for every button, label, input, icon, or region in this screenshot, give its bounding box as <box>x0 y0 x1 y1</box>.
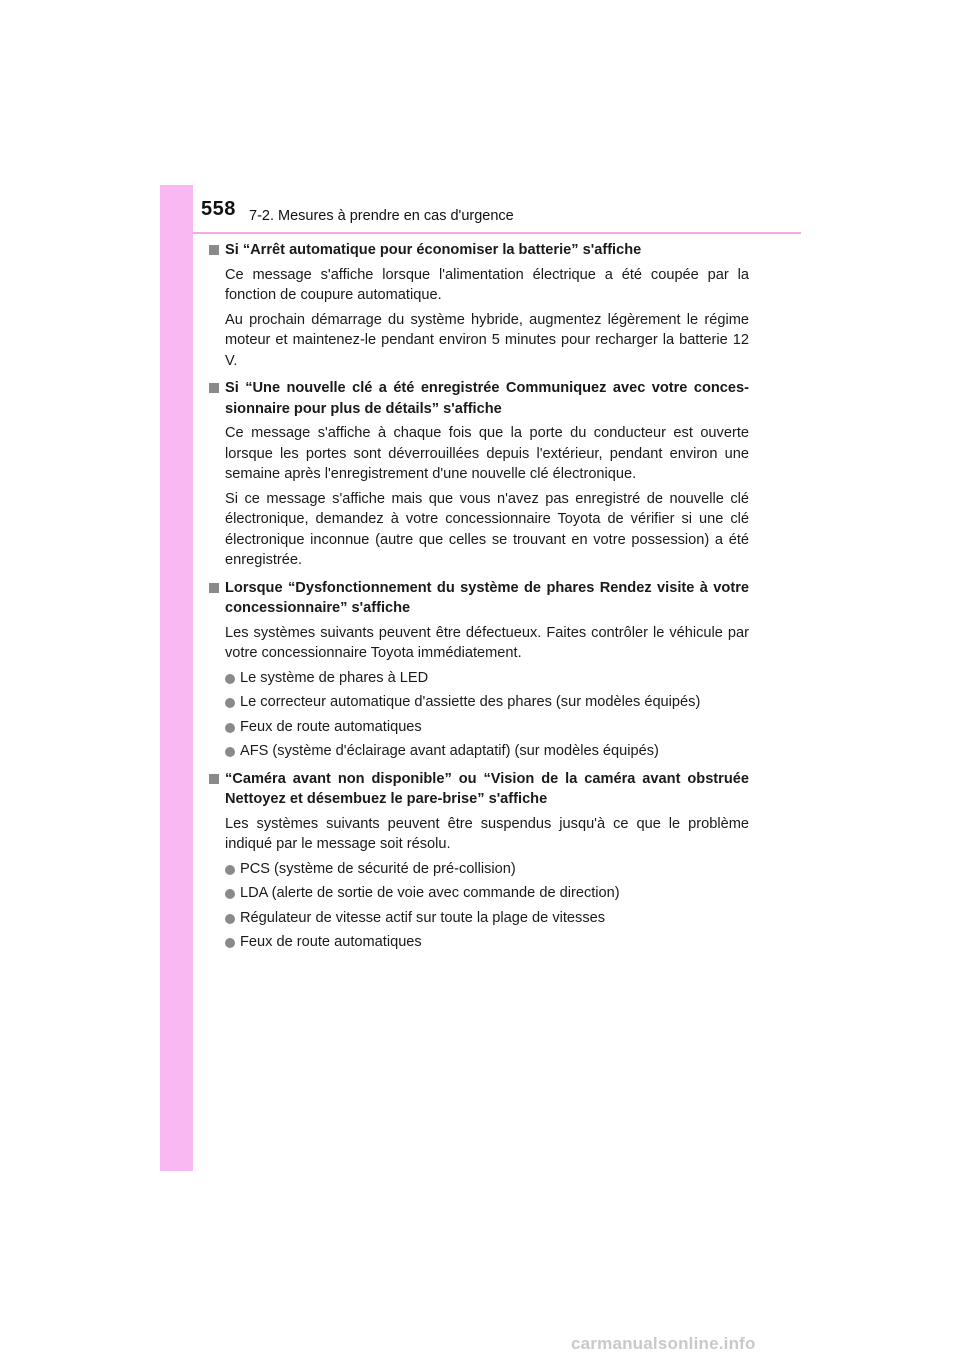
list-item-text: Feux de route automatiques <box>240 718 422 735</box>
page-number: 558 <box>201 198 236 220</box>
paragraph: Ce message s'affiche à chaque fois que la porte du conducteur est ouverte lorsque les portes sont déverrouillées depuis l'extérieur, pendant environ une semaine après l'enregistrement d'une nouvelle clé électronique. <box>225 425 749 482</box>
round-bullet-icon <box>225 747 235 757</box>
paragraph: Ce message s'affiche lorsque l'alimentation électrique a été coupée par la fonction de coupure automatique. <box>225 266 749 303</box>
list-item-text: AFS (système d'éclairage avant adaptatif) (sur modèles équipés) <box>240 743 659 759</box>
list-item-text: Le système de phares à LED <box>240 669 429 686</box>
round-bullet-icon <box>225 698 235 708</box>
list-item <box>209 717 749 738</box>
page-content <box>209 240 749 953</box>
list-item <box>209 908 749 929</box>
chapter-side-band <box>160 185 193 1171</box>
list-item-text: Le correcteur automatique d'assiette des phares (sur modèles équipés) <box>240 694 701 710</box>
round-bullet-icon <box>225 723 235 733</box>
list-item <box>209 883 749 904</box>
square-bullet-icon <box>209 383 219 393</box>
list-item-text: LDA (alerte de sortie de voie avec commande de direction) <box>240 885 620 901</box>
list-item <box>209 741 749 762</box>
heading-text: Lorsque “Dysfonctionnement du système de phares Rendez visite à votre concessionnaire” s'affiche <box>225 579 749 616</box>
square-bullet-icon <box>209 583 219 593</box>
paragraph: Les systèmes suivants peuvent être défectueux. Faites contrôler le véhicule par votre concessionnaire Toyota immédiatement. <box>225 624 749 661</box>
square-bullet-icon <box>209 774 219 784</box>
paragraph: Les systèmes suivants peuvent être suspendus jusqu'à ce que le problème indiqué par le message soit résolu. <box>225 815 749 852</box>
heading-text: Si “Une nouvelle clé a été enregistrée Communiquez avec votre concessionnaire pour plus de détails” s'affiche <box>225 380 749 417</box>
section-heading <box>209 378 749 419</box>
list-item <box>209 859 749 880</box>
square-bullet-icon <box>209 245 219 255</box>
section-heading <box>209 240 749 261</box>
list-item-text: Feux de route automatiques <box>240 934 422 950</box>
round-bullet-icon <box>225 865 235 875</box>
list-item <box>209 668 749 689</box>
paragraph: Si ce message s'affiche mais que vous n'avez pas enregistré de nouvelle clé électronique, demandez à votre concessionnaire Toyota de vérifier si une clé électronique inconnue (autre que celles se trouvant en votre possession) a été enregistrée. <box>225 490 749 568</box>
round-bullet-icon <box>225 938 235 948</box>
round-bullet-icon <box>225 889 235 899</box>
watermark: carmanualsonline.info <box>571 1334 756 1353</box>
heading-text: “Caméra avant non disponible” ou “Vision de la caméra avant obstruée Nettoyez et désembuez le pare-brise” s'affiche <box>225 770 749 807</box>
list-item <box>209 932 749 953</box>
section-heading <box>209 578 749 619</box>
heading-text: Si “Arrêt automatique pour économiser la batterie” s'affiche <box>225 242 642 258</box>
list-item-text: PCS (système de sécurité de pré-collision) <box>240 860 516 877</box>
list-item <box>209 692 749 713</box>
section-title: 7-2. Mesures à prendre en cas d'urgence <box>249 208 514 224</box>
paragraph: Au prochain démarrage du système hybride, augmentez légèrement le régime moteur et maintenez-le pendant environ 5 minutes pour recharger la batterie 12 V. <box>225 311 749 369</box>
header-divider <box>193 232 801 234</box>
list-item-text: Régulateur de vitesse actif sur toute la plage de vitesses <box>240 909 606 926</box>
section-heading <box>209 769 749 810</box>
round-bullet-icon <box>225 914 235 924</box>
round-bullet-icon <box>225 674 235 684</box>
